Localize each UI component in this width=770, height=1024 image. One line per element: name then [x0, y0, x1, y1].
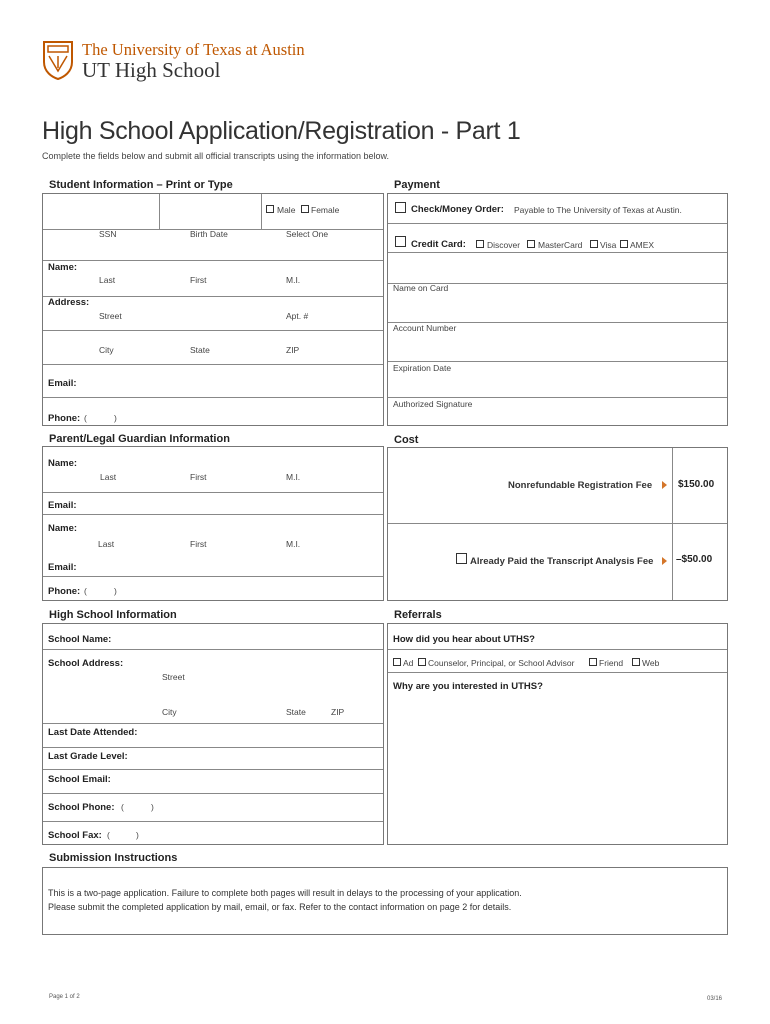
school-fax-open: (: [107, 830, 110, 840]
student-info-heading: Student Information – Print or Type: [49, 179, 233, 191]
transcript-fee-checkbox[interactable]: [456, 553, 467, 564]
university-name: The University of Texas at Austin: [82, 40, 305, 59]
male-label: Male: [277, 205, 296, 215]
student-first-label: First: [190, 275, 207, 285]
student-email-label: Email:: [48, 378, 77, 389]
school-name-label: School Name:: [48, 634, 112, 645]
guardian-heading: Parent/Legal Guardian Information: [49, 433, 230, 445]
student-last-label: Last: [99, 275, 116, 285]
expiration-date-field[interactable]: [388, 332, 727, 360]
guardian2-first-label: First: [190, 539, 207, 549]
guardian2-email-field[interactable]: [88, 553, 382, 575]
school-email-label: School Email:: [48, 774, 111, 785]
birth-date-label: Birth Date: [190, 229, 228, 239]
web-label: Web: [642, 658, 660, 668]
ad-checkbox[interactable]: [393, 658, 401, 666]
amex-label: AMEX: [630, 240, 655, 250]
cost-heading: Cost: [394, 434, 419, 446]
friend-label: Friend: [599, 658, 624, 668]
counselor-label: Counselor, Principal, or School Advisor: [428, 658, 575, 668]
student-street-label: Street: [99, 311, 122, 321]
student-name-field[interactable]: [90, 250, 382, 274]
submission-line-1: This is a two-page application. Failure to complete both pages will result in delays to the processing of your application.: [48, 888, 522, 898]
ssn-field[interactable]: [43, 194, 158, 228]
female-label: Female: [311, 205, 340, 215]
check-money-order-checkbox[interactable]: [395, 202, 406, 213]
transcript-fee-label: Already Paid the Transcript Analysis Fee: [470, 556, 654, 567]
school-address-field[interactable]: [130, 650, 382, 672]
registration-fee-label: Nonrefundable Registration Fee: [508, 480, 653, 491]
guardian2-email-label: Email:: [48, 562, 77, 573]
school-email-field[interactable]: [118, 770, 382, 791]
guardian1-mi-label: M.I.: [286, 472, 301, 482]
student-address-label: Address:: [48, 297, 90, 308]
payment-heading: Payment: [394, 179, 440, 191]
student-city-label: City: [99, 345, 114, 355]
school-fax-label: School Fax:: [48, 830, 102, 841]
registration-fee-arrow-icon: [662, 481, 667, 489]
student-phone-label: Phone:: [48, 413, 81, 424]
select-one-label: Select One: [286, 229, 329, 239]
page-number: Page 1 of 2: [49, 994, 80, 1000]
referral-question-2: Why are you interested in UTHS?: [393, 681, 543, 692]
school-name-field[interactable]: [118, 625, 382, 647]
student-phone-field[interactable]: [84, 397, 382, 425]
school-state-label: State: [286, 707, 306, 717]
signature-label: Authorized Signature: [393, 399, 473, 409]
page-subtitle: Complete the fields below and submit all official transcripts using the information below.: [42, 151, 390, 161]
birth-date-field[interactable]: [159, 194, 260, 228]
school-fax-field[interactable]: [107, 822, 382, 844]
school-fax-close: ): [136, 830, 139, 840]
referrals-heading: Referrals: [394, 609, 442, 621]
guardian1-first-label: First: [190, 472, 207, 482]
submission-line-2: Please submit the completed application by mail, email, or fax. Refer to the contact information on page 2 for details.: [48, 902, 512, 912]
student-email-field[interactable]: [90, 365, 382, 395]
guardian2-name-label: Name:: [48, 523, 78, 534]
account-number-field[interactable]: [388, 292, 727, 320]
guardian1-name-label: Name:: [48, 458, 78, 469]
female-checkbox[interactable]: [301, 205, 309, 213]
transcript-fee-arrow-icon: [662, 557, 667, 565]
interest-textarea[interactable]: [388, 696, 727, 844]
school-address-label: School Address:: [48, 658, 124, 669]
mastercard-label: MasterCard: [538, 240, 583, 250]
guardian2-mi-label: M.I.: [286, 539, 301, 549]
transcript-fee-value: –$50.00: [676, 554, 713, 565]
page-title: High School Application/Registration - Part 1: [42, 117, 521, 145]
submission-heading: Submission Instructions: [49, 852, 178, 864]
guardian-phone-label: Phone:: [48, 586, 81, 597]
male-checkbox[interactable]: [266, 205, 274, 213]
guardian1-email-label: Email:: [48, 500, 77, 511]
school-phone-close: ): [151, 802, 154, 812]
school-phone-field[interactable]: [121, 794, 382, 818]
school-phone-open: (: [121, 802, 124, 812]
guardian1-name-field[interactable]: [88, 448, 382, 470]
name-on-card-label: Name on Card: [393, 283, 449, 293]
last-date-attended-field[interactable]: [146, 724, 382, 744]
student-name-label: Name:: [48, 262, 78, 273]
student-mi-label: M.I.: [286, 275, 301, 285]
guardian-phone-open: (: [84, 586, 87, 596]
last-grade-level-label: Last Grade Level:: [48, 751, 128, 762]
student-phone-open: (: [84, 413, 87, 423]
amex-checkbox[interactable]: [620, 240, 628, 248]
high-school-heading: High School Information: [49, 609, 177, 621]
school-city-label: City: [162, 707, 177, 717]
signature-field[interactable]: [388, 370, 727, 396]
counselor-checkbox[interactable]: [418, 658, 426, 666]
web-checkbox[interactable]: [632, 658, 640, 666]
cost-box: [387, 447, 728, 601]
account-number-label: Account Number: [393, 323, 457, 333]
last-grade-level-field[interactable]: [134, 748, 382, 768]
student-address-field[interactable]: [43, 321, 383, 347]
student-phone-close: ): [114, 413, 117, 423]
guardian1-last-label: Last: [100, 472, 117, 482]
school-phone-label: School Phone:: [48, 802, 115, 813]
school-street-label: Street: [162, 672, 185, 682]
registration-fee-value: $150.00: [678, 479, 715, 490]
visa-checkbox[interactable]: [590, 240, 598, 248]
guardian2-name-field[interactable]: [88, 515, 382, 537]
referral-question-1: How did you hear about UTHS?: [393, 634, 535, 645]
discover-label: Discover: [487, 240, 521, 250]
school-zip-label: ZIP: [331, 707, 345, 717]
ssn-label: SSN: [99, 229, 117, 239]
name-on-card-field[interactable]: [388, 252, 727, 282]
guardian-phone-field[interactable]: [84, 577, 382, 599]
student-apt-label: Apt. #: [286, 311, 309, 321]
credit-card-checkbox[interactable]: [395, 236, 406, 247]
school-name: UT High School: [82, 58, 221, 82]
school-city-field[interactable]: [43, 685, 383, 705]
student-zip-label: ZIP: [286, 345, 300, 355]
mastercard-checkbox[interactable]: [527, 240, 535, 248]
guardian1-email-field[interactable]: [88, 493, 382, 513]
last-date-attended-label: Last Date Attended:: [48, 727, 138, 738]
check-money-order-note: Payable to The University of Texas at Austin.: [514, 205, 682, 215]
credit-card-label: Credit Card:: [411, 239, 466, 250]
friend-checkbox[interactable]: [589, 658, 597, 666]
submission-box: [42, 867, 728, 935]
student-state-label: State: [190, 345, 210, 355]
guardian2-last-label: Last: [98, 539, 115, 549]
discover-checkbox[interactable]: [476, 240, 484, 248]
ut-seal-logo: [42, 40, 74, 80]
visa-label: Visa: [600, 240, 617, 250]
expiration-date-label: Expiration Date: [393, 363, 452, 373]
ad-label: Ad: [403, 658, 414, 668]
revision-date: 03/16: [707, 996, 723, 1002]
check-money-order-label: Check/Money Order:: [411, 204, 504, 215]
guardian-phone-close: ): [114, 586, 117, 596]
